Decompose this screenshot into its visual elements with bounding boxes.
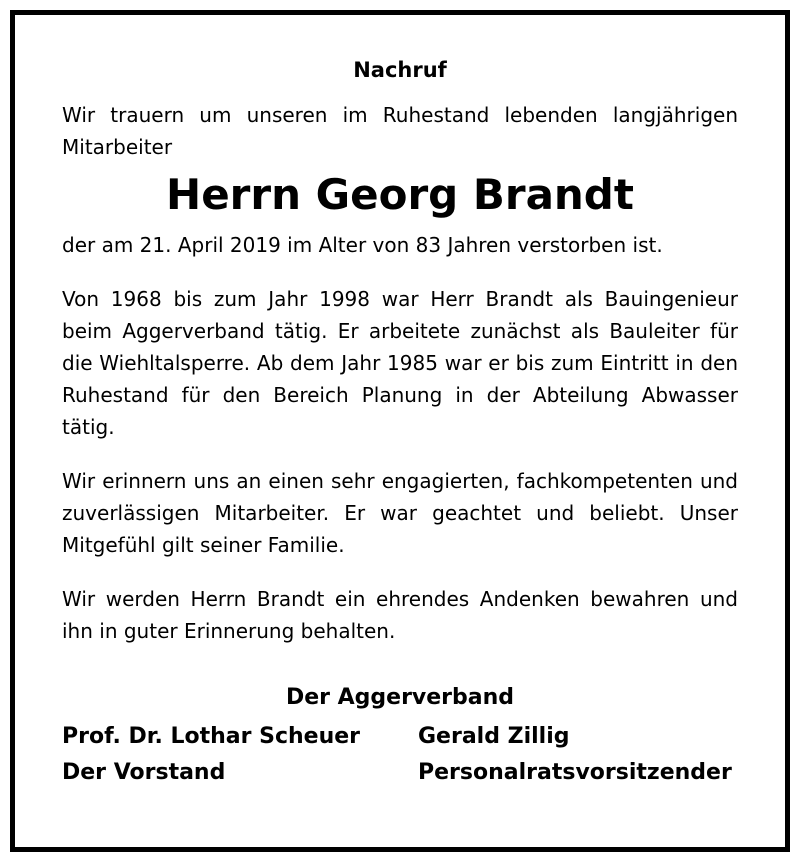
intro-text: Wir trauern um unseren im Ruhestand lebenden langjährigen Mitarbeiter [62, 103, 738, 159]
obituary-heading: Nachruf [353, 58, 447, 82]
tribute-paragraph: Wir erinnern uns an einen sehr engagierten, fachkompetenten und zuverlässigen Mitarbeiter. Er war geachtet und beliebt. Unser Mitgefühl gilt seiner Familie. [62, 469, 738, 557]
signatory-name-right: Gerald Zillig [418, 724, 570, 749]
deceased-name: Herrn Georg Brandt [166, 170, 634, 219]
signatory-role-left: Der Vorstand [62, 760, 226, 785]
signature-organization: Der Aggerverband [285, 685, 515, 710]
obituary-content [62, 55, 738, 791]
death-date-line: der am 21. April 2019 im Alter von 83 Jahren verstorben ist. [62, 233, 663, 257]
signature-right [418, 719, 738, 791]
signatory-name-left: Prof. Dr. Lothar Scheuer [62, 724, 361, 749]
signatory-role-right: Personalratsvorsitzender [418, 760, 732, 785]
obituary-frame [10, 10, 790, 852]
signature-block [62, 719, 738, 791]
signature-left [62, 719, 418, 791]
career-paragraph: Von 1968 bis zum Jahr 1998 war Herr Brandt als Bauingenieur beim Aggerverband tätig. Er arbeitete zunächst als Bauleiter für die Wiehltalsperre. Ab dem Jahr 1985 war er bis zum Eintritt in den Ruhestand für den Bereich Planung in der Abteilung Abwasser tätig. [62, 287, 738, 439]
remembrance-paragraph: Wir werden Herrn Brandt ein ehrendes Andenken bewahren und ihn in guter Erinnerung behalten. [62, 587, 738, 643]
